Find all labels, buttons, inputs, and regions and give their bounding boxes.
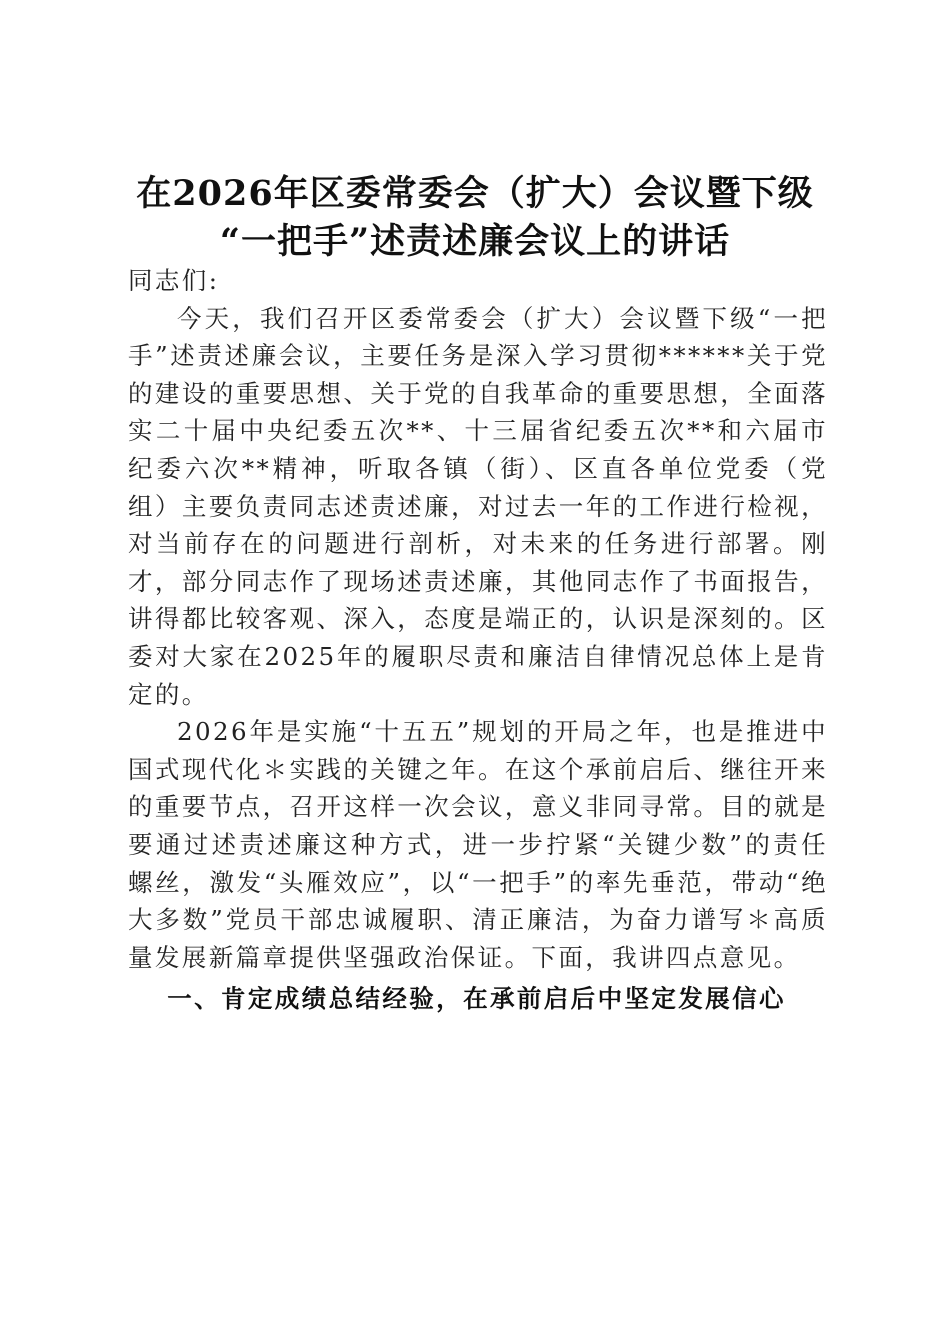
document-title <box>100 170 850 266</box>
document-body <box>128 262 828 1018</box>
paragraph-2: 2026年是实施“十五五”规划的开局之年，也是推进中国式现代化＊实践的关键之年。在这个承前启后、继往开来的重要节点，召开这样一次会议，意义非同寻常。目的就是要通过述责述廉这种方式，进一步拧紧“关键少数”的责任螺丝，激发“头雁效应”，以“一把手”的率先垂范，带动“绝大多数”党员干部忠诚履职、清正廉洁，为奋力谱写＊高质量发展新篇章提供坚强政治保证。下面，我讲四点意见。 <box>128 717 828 972</box>
title-line-2: “一把手”述责述廉会议上的讲话 <box>219 221 731 262</box>
greeting: 同志们: <box>128 266 220 295</box>
title-line-1: 在2026年区委常委会（扩大）会议暨下级 <box>136 173 814 214</box>
section-heading-1: 一、肯定成绩总结经验，在承前启后中坚定发展信心 <box>167 984 786 1014</box>
paragraph-1: 今天，我们召开区委常委会（扩大）会议暨下级“一把手”述责述廉会议，主要任务是深入学习贯彻******关于党的建设的重要思想、关于党的自我革命的重要思想，全面落实二十届中央纪委五次**、十三届省纪委五次**和六届市纪委六次**精神，听取各镇（街）、区直各单位党委（党组）主要负责同志述责述廉，对过去一年的工作进行检视，对当前存在的问题进行剖析，对未来的任务进行部署。刚才，部分同志作了现场述责述廉，其他同志作了书面报告，讲得都比较客观、深入，态度是端正的，认识是深刻的。区委对大家在2025年的履职尽责和廉洁自律情况总体上是肯定的。 <box>128 303 828 709</box>
